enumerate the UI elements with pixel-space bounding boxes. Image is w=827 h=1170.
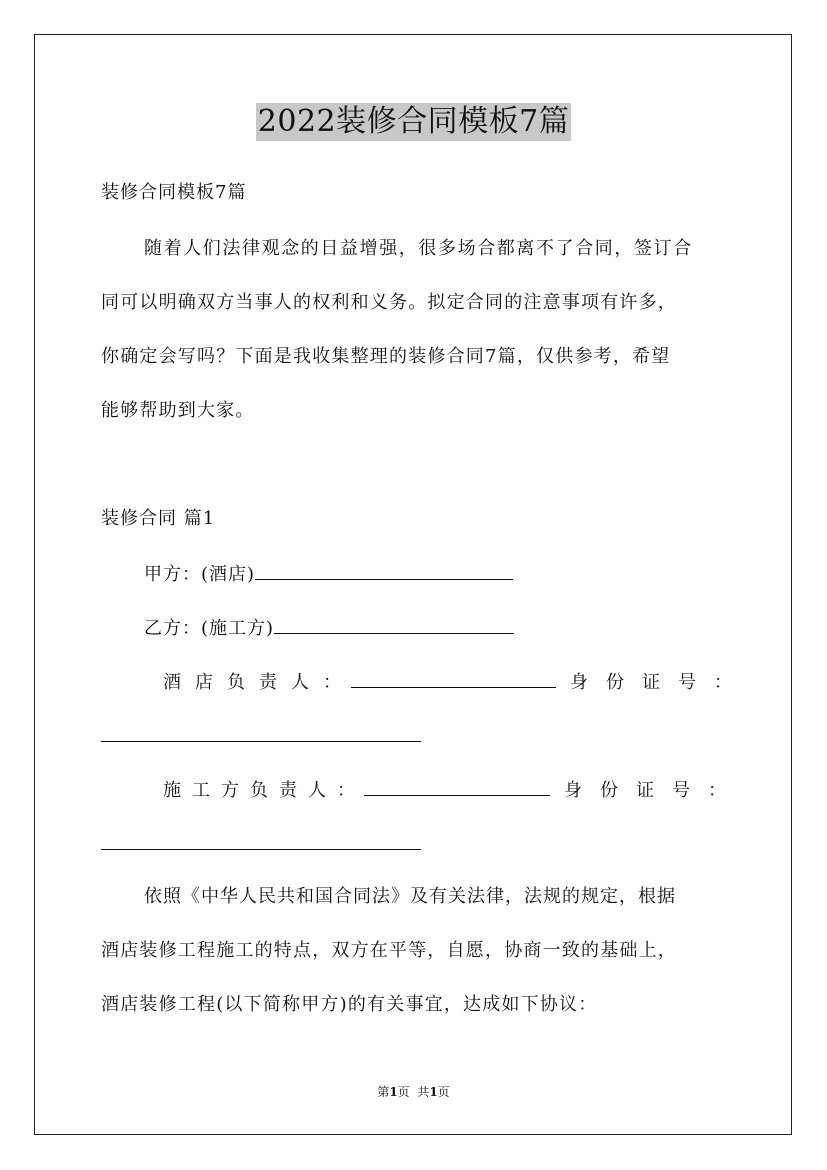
body-line-1: 依照《中华人民共和国合同法》及有关法律，法规的规定，根据: [144, 886, 676, 907]
contractor-rep-id-blank: [101, 831, 421, 850]
party-b-blank: [274, 615, 514, 634]
hotel-rep-label: 酒店负责人：: [163, 672, 355, 693]
footer-mid: 页 共: [397, 1085, 430, 1099]
party-b-label: 乙方：(施工方): [144, 618, 275, 639]
footer-total-pages: 1: [429, 1085, 438, 1099]
contractor-rep-blank: [364, 777, 550, 796]
footer-prefix: 第: [377, 1085, 390, 1099]
intro-line-3: 你确定会写吗？下面是我收集整理的装修合同7篇，仅供参考，希望: [101, 346, 671, 367]
footer-page-number: 1: [389, 1085, 398, 1099]
intro-line-4: 能够帮助到大家。: [101, 400, 255, 421]
hotel-rep-blank: [351, 669, 556, 688]
party-a-label: 甲方：(酒店): [144, 564, 256, 585]
hotel-rep-id-label: 身份证号：: [570, 672, 750, 693]
party-a-line: [144, 561, 513, 587]
section-heading: 装修合同 篇1: [101, 508, 216, 529]
page-footer: [0, 1084, 827, 1100]
hotel-rep-id-blank: [101, 723, 421, 742]
party-a-blank: [255, 561, 513, 580]
party-b-line: [144, 615, 514, 641]
intro-line-1: 随着人们法律观念的日益增强，很多场合都离不了合同，签订合: [144, 238, 693, 259]
contractor-rep-line: [163, 777, 744, 803]
body-line-2: 酒店装修工程施工的特点，双方在平等，自愿，协商一致的基础上，: [101, 940, 677, 961]
contractor-rep-id-label: 身份证号：: [564, 780, 744, 801]
document-subtitle: 装修合同模板7篇: [101, 182, 247, 203]
contractor-rep-id-line: [101, 831, 421, 857]
contractor-rep-label: 施工方负责人：: [163, 780, 366, 801]
body-line-3: 酒店装修工程(以下简称甲方)的有关事宜，达成如下协议：: [101, 994, 598, 1015]
footer-suffix: 页: [437, 1085, 450, 1099]
hotel-rep-id-line: [101, 723, 421, 749]
title-container: [0, 103, 827, 141]
hotel-rep-line: [163, 669, 750, 695]
document-title: 2022装修合同模板7篇: [257, 104, 570, 139]
intro-line-2: 同可以明确双方当事人的权利和义务。拟定合同的注意事项有许多，: [101, 292, 677, 313]
